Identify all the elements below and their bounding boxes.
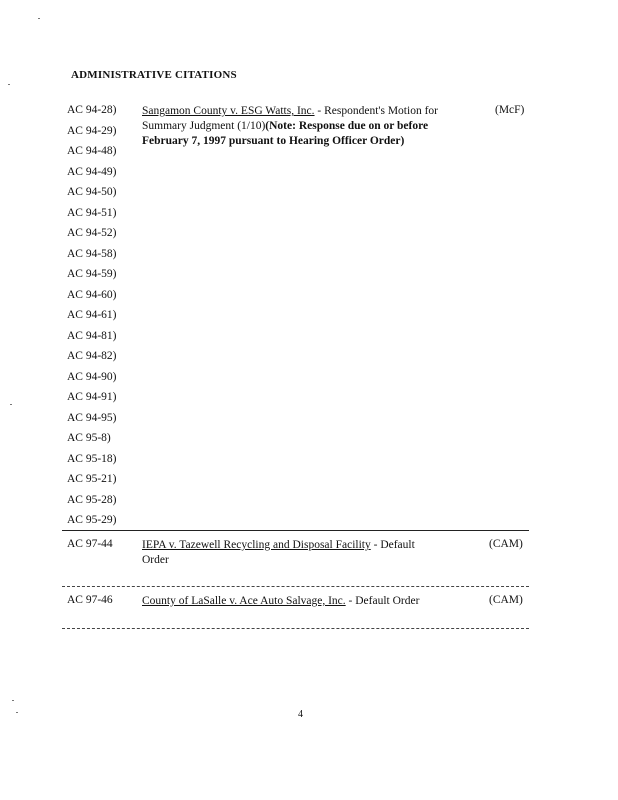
section-divider: [62, 530, 529, 531]
hearing-officer-initials: (CAM): [489, 594, 523, 606]
docket-number: AC 94-60): [67, 288, 117, 301]
case-entry-sangamon: [142, 104, 472, 149]
case-name: County of LaSalle v. Ace Auto Salvage, Inc.: [142, 595, 346, 607]
docket-number: AC 94-58): [67, 247, 117, 260]
docket-number: AC 94-48): [67, 145, 117, 157]
case-entry-tazewell: [142, 538, 442, 568]
section-title: ADMINISTRATIVE CITATIONS: [71, 69, 237, 81]
page-number: 4: [298, 709, 303, 720]
scan-speck: [16, 712, 18, 713]
docket-number: AC 94-82): [67, 350, 117, 362]
docket-number: AC 94-51): [67, 206, 117, 219]
docket-number: AC 95-21): [67, 473, 117, 485]
case-description: - Default Order: [345, 595, 420, 607]
docket-number: AC 94-81): [67, 329, 117, 342]
docket-number: AC 95-8): [67, 432, 111, 444]
docket-number: AC 94-59): [67, 268, 117, 280]
docket-number: AC 94-50): [67, 186, 117, 198]
docket-number: AC 95-18): [67, 452, 117, 465]
section-divider: [62, 586, 529, 587]
scan-speck: [38, 18, 40, 19]
scan-speck: [8, 84, 10, 85]
docket-number: AC 94-49): [67, 165, 117, 178]
case-name: Sangamon County v. ESG Watts, Inc.: [142, 105, 315, 117]
case-description: - Respondent's Motion for Summary Judgment (1/10): [142, 105, 438, 132]
docket-number: AC 94-91): [67, 391, 117, 403]
docket-number: AC 97-46: [67, 594, 113, 606]
section-divider: [62, 628, 529, 629]
case-name: IEPA v. Tazewell Recycling and Disposal Facility: [142, 539, 371, 551]
scan-speck: [12, 700, 14, 701]
hearing-officer-initials: (CAM): [489, 538, 523, 550]
docket-number: AC 97-44: [67, 538, 113, 550]
docket-number: AC 95-28): [67, 493, 117, 506]
case-description: - Default Order: [142, 539, 415, 566]
hearing-officer-initials: (McF): [495, 104, 525, 116]
case-entry-lasalle: [142, 594, 472, 609]
docket-number: AC 94-95): [67, 411, 117, 424]
docket-number: AC 94-29): [67, 124, 117, 137]
docket-number: AC 94-90): [67, 370, 117, 383]
case-note: (Note: Response due on or before February 7, 1997 pursuant to Hearing Officer Order): [142, 120, 429, 147]
scan-speck: [10, 404, 12, 405]
docket-number: AC 94-61): [67, 309, 117, 321]
docket-number: AC 95-29): [67, 514, 117, 526]
docket-number: AC 94-28): [67, 104, 117, 116]
docket-number: AC 94-52): [67, 227, 117, 239]
